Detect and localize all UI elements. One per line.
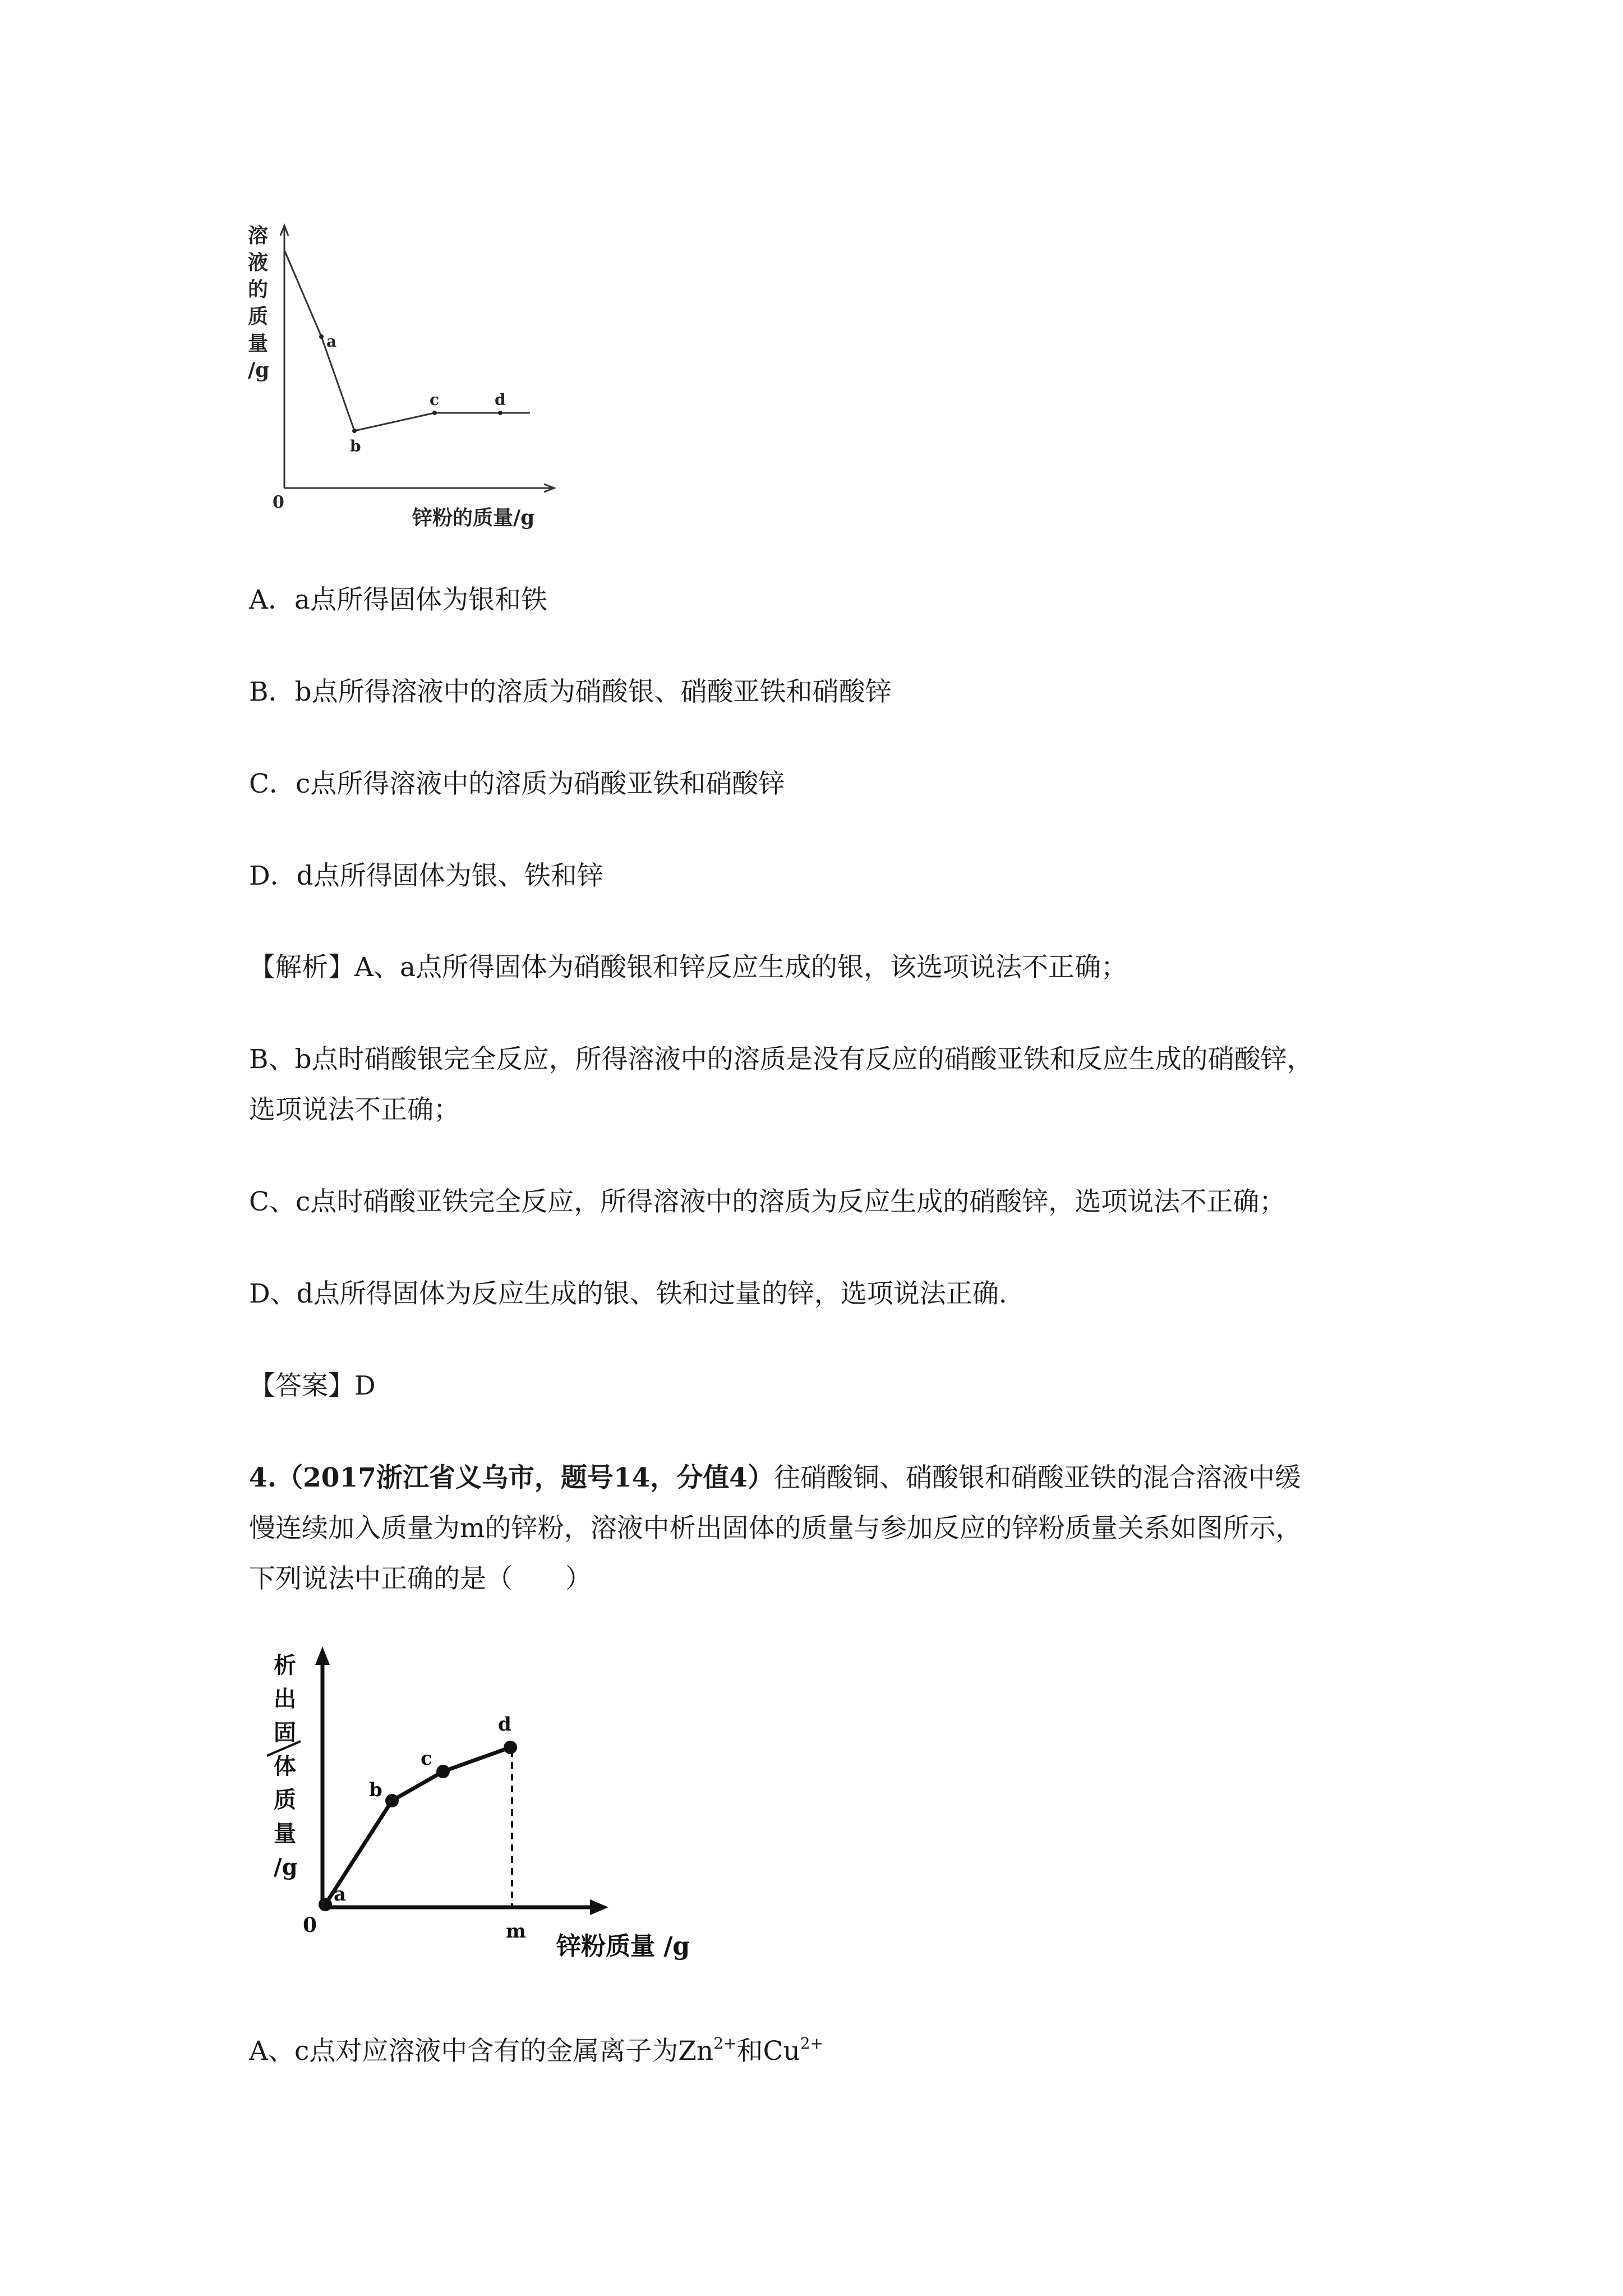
option-text-mid: 和Cu xyxy=(736,2036,800,2067)
point-b xyxy=(352,429,357,433)
point-a xyxy=(319,334,324,339)
y-axis-label-char: /g xyxy=(248,358,270,382)
analysis-line-4: C、c点时硝酸亚铁完全反应，所得溶液中的溶质为反应生成的硝酸锌，选项说法不正确； xyxy=(249,1186,1286,1217)
question-4-line-3: 下列说法中正确的是（ ） xyxy=(249,1563,592,1594)
x-axis-label: 锌粉质量 /g xyxy=(556,1932,690,1961)
y-axis-label-char: 量 xyxy=(248,332,269,355)
point-label-d: d xyxy=(495,390,506,409)
option-text: A、c点对应溶液中含有的金属离子为Zn xyxy=(249,2036,714,2067)
point-label-b: b xyxy=(369,1779,382,1801)
point-c xyxy=(436,1765,450,1778)
point-label-a: a xyxy=(326,332,337,351)
y-axis-label-char: 溶 xyxy=(248,224,269,247)
y-axis-label-char: 固 xyxy=(274,1719,296,1746)
figure-solution-mass-chart xyxy=(247,213,594,533)
analysis-line-2: B、b点时硝酸银完全反应，所得溶液中的溶质是没有反应的硝酸亚铁和反应生成的硝酸锌， xyxy=(249,1044,1313,1075)
y-axis-label-char: 质 xyxy=(248,305,269,328)
x-axis-label: 锌粉的质量/g xyxy=(412,506,535,530)
y-axis-label-char: 的 xyxy=(248,278,269,301)
y-axis-label-char: 量 xyxy=(274,1820,296,1847)
point-label-a: a xyxy=(334,1883,347,1906)
point-b xyxy=(385,1794,399,1807)
analysis-line-1: 【解析】A、a点所得固体为硝酸银和锌反应生成的银，该选项说法不正确； xyxy=(249,952,1127,983)
point-d xyxy=(504,1741,517,1754)
origin-label: 0 xyxy=(273,493,284,512)
question-text: 往硝酸铜、硝酸银和硝酸亚铁的混合溶液中缓 xyxy=(774,1462,1301,1493)
point-label-d: d xyxy=(498,1713,511,1736)
option-q3-d: D．d点所得固体为银、铁和锌 xyxy=(249,861,603,891)
figure-precipitate-mass-chart xyxy=(247,1644,718,1986)
point-label-c: c xyxy=(421,1747,432,1770)
y-axis-label-char: 体 xyxy=(274,1753,296,1779)
point-d xyxy=(498,411,502,415)
question-4-line-1 xyxy=(249,1453,1393,1503)
option-q3-a: A．a点所得固体为银和铁 xyxy=(249,585,547,615)
y-axis-label-char: 质 xyxy=(274,1787,296,1813)
question-4-line-2: 慢连续加入质量为m的锌粉，溶液中析出固体的质量与参加反应的锌粉质量关系如图所示， xyxy=(249,1513,1302,1544)
point-c xyxy=(432,411,437,415)
question-number: 4. xyxy=(249,1462,277,1493)
option-q4-a xyxy=(249,2026,1393,2077)
y-axis-arrow xyxy=(315,1646,330,1665)
y-axis-label-char: 出 xyxy=(274,1686,296,1712)
m-label: m xyxy=(506,1920,526,1943)
point-a xyxy=(319,1898,332,1911)
option-q3-c: C．c点所得溶液中的溶质为硝酸亚铁和硝酸锌 xyxy=(249,769,785,799)
answer-line: 【答案】D xyxy=(249,1370,376,1401)
option-q3-b: B．b点所得溶液中的溶质为硝酸银、硝酸亚铁和硝酸锌 xyxy=(249,677,892,707)
y-axis-label-char: 析 xyxy=(274,1652,296,1678)
point-label-c: c xyxy=(430,390,440,409)
superscript-charge: 2+ xyxy=(800,2034,823,2053)
y-axis-label-char: 液 xyxy=(248,251,269,274)
y-axis-label-char: /g xyxy=(274,1854,298,1880)
origin-label: 0 xyxy=(303,1913,317,1937)
analysis-line-3: 选项说法不正确； xyxy=(249,1094,460,1125)
point-label-b: b xyxy=(350,437,361,455)
data-line xyxy=(325,1747,510,1904)
analysis-line-5: D、d点所得固体为反应生成的银、铁和过量的锌，选项说法正确. xyxy=(249,1278,1007,1309)
question-source: （2017浙江省义乌市，题号14，分值4） xyxy=(276,1462,774,1493)
data-line xyxy=(285,251,530,431)
x-axis-arrow xyxy=(590,1899,608,1915)
superscript-charge: 2+ xyxy=(713,2034,737,2053)
